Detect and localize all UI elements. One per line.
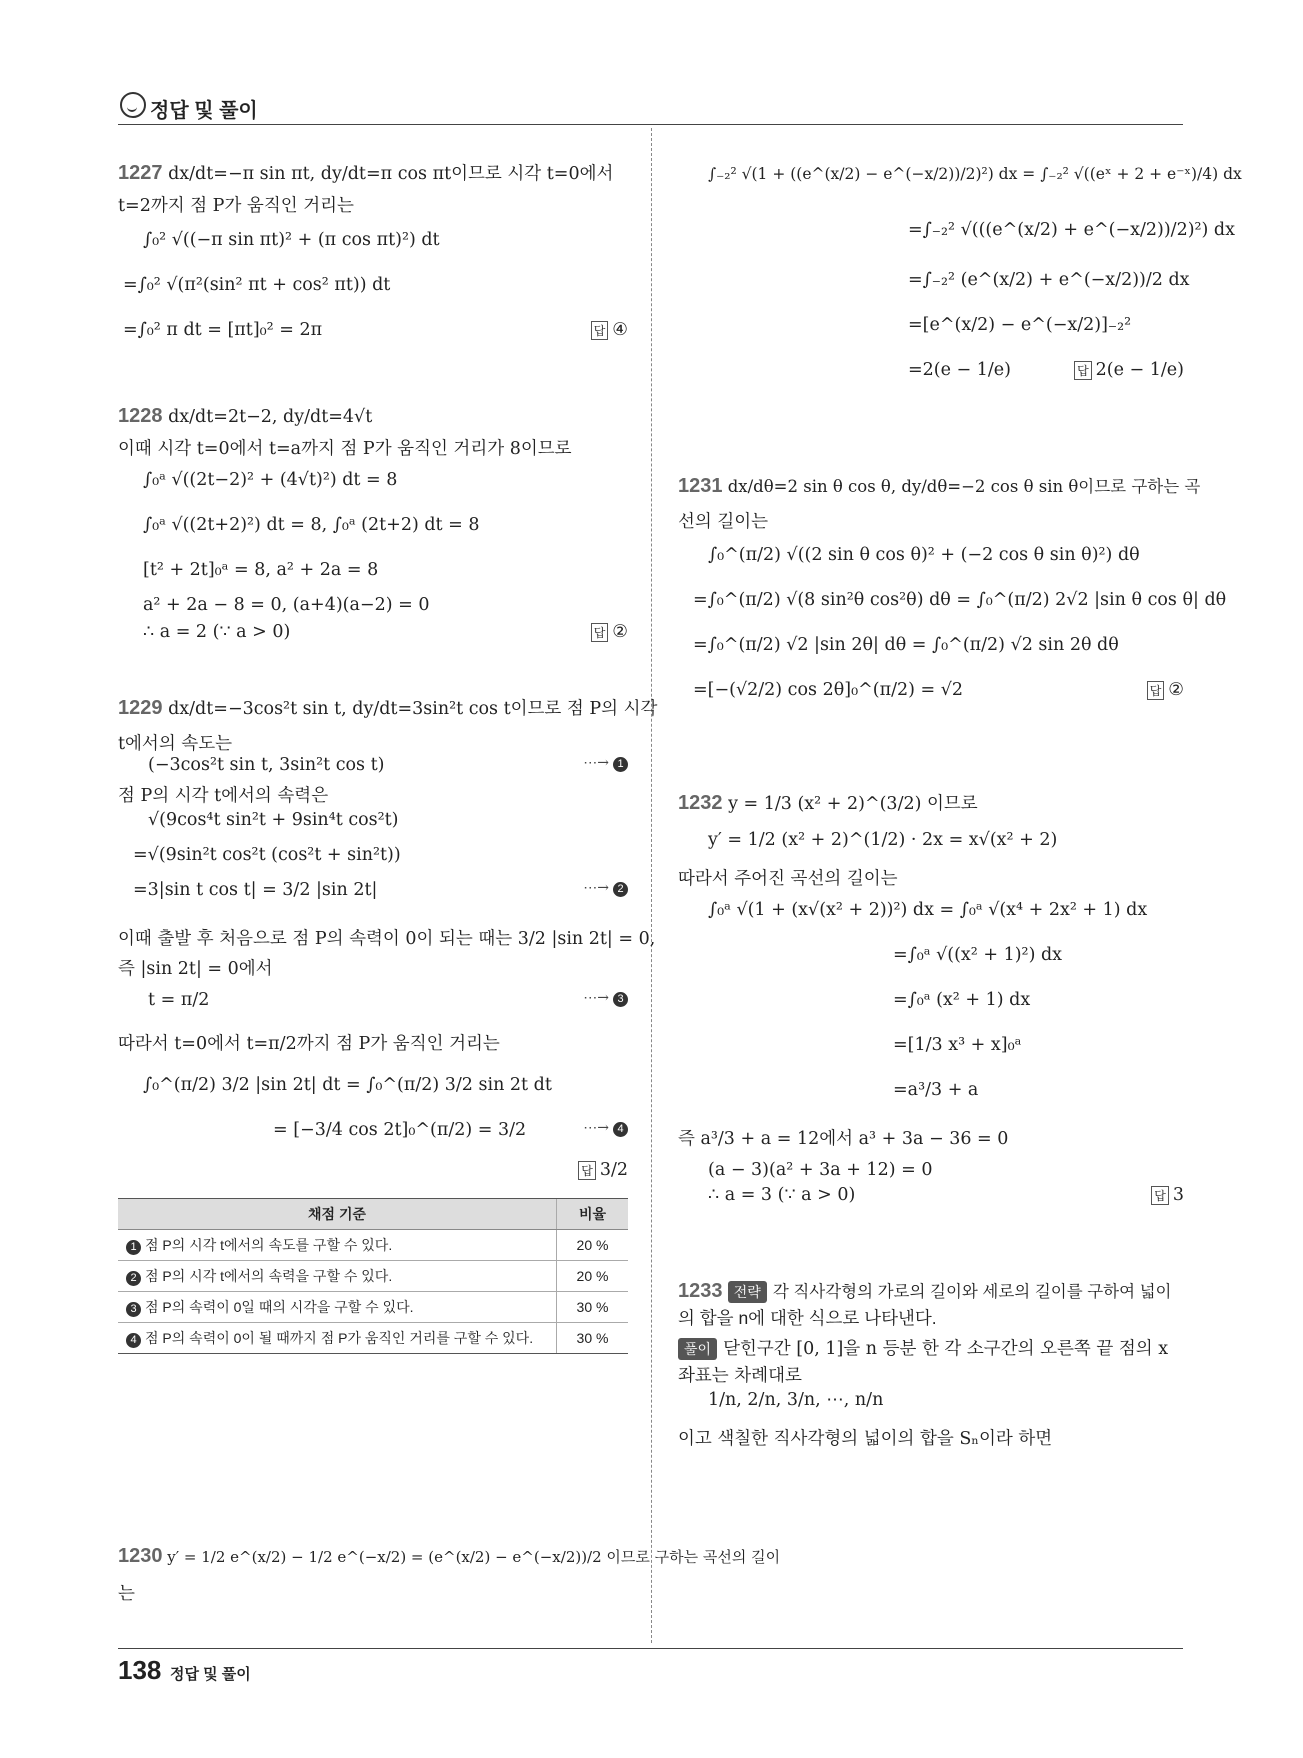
- table-row: [118, 1292, 628, 1323]
- solution-line: ∫₀ᵃ √((2t−2)² + (4√t)²) dt = 8: [143, 470, 398, 490]
- step-number: 4: [126, 1333, 141, 1348]
- solution-line: 좌표는 차례대로: [678, 1366, 802, 1386]
- step-number: 3: [126, 1302, 141, 1317]
- solution-line: =∫₋₂² √(((e^(x/2) + e^(−x/2))/2)²) dx: [908, 220, 1236, 240]
- problem-number: 1233: [678, 1280, 723, 1302]
- solution-line: a² + 2a − 8 = 0, (a+4)(a−2) = 0: [143, 595, 430, 615]
- answer-icon: 답: [1151, 1186, 1169, 1205]
- answer-value: 3/2: [599, 1160, 628, 1180]
- solution-line: 즉 a³/3 + a = 12에서 a³ + 3a − 36 = 0: [678, 1129, 1009, 1149]
- page-number: 138: [118, 1655, 162, 1685]
- strategy-tag: 전략: [728, 1281, 767, 1303]
- solution-line: =∫₀² √(π²(sin² πt + cos² πt)) dt: [123, 275, 391, 295]
- solution-line: = [−3/4 cos 2t]₀^(π/2) = 3/2: [273, 1120, 527, 1140]
- solution-line: dx/dt=−3cos²t sin t, dy/dt=3sin²t cos t이므로 점 P의 시각: [168, 699, 658, 719]
- solution-line: y′ = 1/2 (x² + 2)^(1/2) · 2x = x√(x² + 2): [708, 830, 1058, 850]
- answer-mark: [1151, 1185, 1184, 1205]
- solution-line: =∫₀² π dt = [πt]₀² = 2π: [123, 320, 323, 340]
- answer-icon: 답: [1147, 681, 1165, 700]
- column-header: 비율: [557, 1199, 629, 1230]
- solution-line: [t² + 2t]₀ᵃ = 8, a² + 2a = 8: [143, 560, 379, 580]
- criterion-text: 점 P의 속력이 0일 때의 시각을 구할 수 있다.: [145, 1299, 414, 1315]
- page-header: [118, 88, 1183, 125]
- answer-mark: [591, 320, 628, 340]
- solution-line: =2(e − 1/e): [908, 360, 1011, 380]
- step-number: 1: [126, 1240, 141, 1255]
- solution-line: ∫₋₂² √(1 + ((e^(x/2) − e^(−x/2))/2)²) dx = ∫₋₂² √((eˣ + 2 + e⁻ˣ)/4) dx: [708, 165, 1242, 183]
- solution-tag: 풀이: [678, 1338, 717, 1360]
- step-marker: ⋯→ 1: [583, 755, 628, 772]
- step-number: 2: [126, 1271, 141, 1286]
- solution-line: =∫₀^(π/2) √2 |sin 2θ| dθ = ∫₀^(π/2) √2 sin 2θ dθ: [693, 635, 1119, 655]
- answer-icon: 답: [1074, 361, 1092, 380]
- smiley-logo-icon: [120, 92, 146, 118]
- header-title: 정답 및 풀이: [150, 100, 258, 122]
- solution-line: =[1/3 x³ + x]₀ᵃ: [893, 1035, 1022, 1055]
- solution-line: ∫₀² √((−π sin πt)² + (π cos πt)²) dt: [143, 230, 440, 250]
- solution-line: t=2까지 점 P가 움직인 거리는: [118, 196, 354, 216]
- criterion-cell: [118, 1323, 557, 1354]
- problem-number: 1227: [118, 162, 163, 184]
- answer-mark: [578, 1160, 628, 1180]
- solution-line: 선의 길이는: [678, 512, 769, 532]
- column-divider: [651, 128, 652, 1643]
- solution-line: 이고 색칠한 직사각형의 넓이의 합을 Sₙ이라 하면: [678, 1429, 1053, 1449]
- page-footer: [118, 1648, 1183, 1685]
- problem-number: 1228: [118, 405, 163, 427]
- step-marker: ⋯→ 2: [583, 880, 628, 897]
- solution-line: 점 P의 시각 t에서의 속력은: [118, 786, 329, 806]
- step-number: 3: [613, 992, 628, 1007]
- solution-line: =[e^(x/2) − e^(−x/2)]₋₂²: [908, 315, 1132, 335]
- step-marker: ⋯→ 4: [583, 1120, 628, 1137]
- step-number: 2: [613, 882, 628, 897]
- answer-value: 2(e − 1/e): [1095, 360, 1184, 380]
- step-number: 1: [613, 757, 628, 772]
- answer-value: ④: [612, 320, 628, 340]
- column-header: 채점 기준: [118, 1199, 557, 1230]
- solution-line: =∫₀ᵃ (x² + 1) dx: [893, 990, 1031, 1010]
- table-row: [118, 1230, 628, 1261]
- solution-line: y′ = 1/2 e^(x/2) − 1/2 e^(−x/2) = (e^(x/2) − e^(−x/2))/2 이므로 구하는 곡선의 길이: [167, 1548, 781, 1566]
- solution-line: ∴ a = 2 (∵ a > 0): [143, 622, 291, 642]
- answer-icon: 답: [578, 1161, 596, 1180]
- solution-line: 는: [118, 1584, 135, 1604]
- solution-line: 따라서 주어진 곡선의 길이는: [678, 869, 898, 889]
- solution-line: 이때 출발 후 처음으로 점 P의 속력이 0이 되는 때는 3/2 |sin 2t| = 0,: [118, 929, 656, 949]
- criterion-text: 점 P의 시각 t에서의 속력을 구할 수 있다.: [145, 1268, 393, 1284]
- criterion-cell: [118, 1292, 557, 1323]
- solution-line: =a³/3 + a: [893, 1080, 979, 1100]
- grading-table: [118, 1198, 628, 1354]
- ratio-cell: 20 %: [557, 1261, 629, 1292]
- solution-line: ∫₀^(π/2) 3/2 |sin 2t| dt = ∫₀^(π/2) 3/2 sin 2t dt: [143, 1075, 552, 1095]
- step-number: 4: [613, 1122, 628, 1137]
- footer-label: 정답 및 풀이: [170, 1666, 251, 1683]
- answer-value: ②: [1168, 680, 1184, 700]
- solution-line: =∫₋₂² (e^(x/2) + e^(−x/2))/2 dx: [908, 270, 1190, 290]
- solution-line: 즉 |sin 2t| = 0에서: [118, 959, 273, 979]
- solution-line: t = π/2: [148, 990, 210, 1010]
- solution-line: =∫₀ᵃ √((x² + 1)²) dx: [893, 945, 1063, 965]
- ratio-cell: 20 %: [557, 1230, 629, 1261]
- criterion-text: 점 P의 시각 t에서의 속도를 구할 수 있다.: [145, 1237, 393, 1253]
- solution-line: 이때 시각 t=0에서 t=a까지 점 P가 움직인 거리가 8이므로: [118, 439, 572, 459]
- answer-icon: 답: [591, 321, 609, 340]
- criterion-cell: [118, 1230, 557, 1261]
- solution-line: dx/dt=2t−2, dy/dt=4√t: [168, 407, 373, 427]
- solution-line: dx/dθ=2 sin θ cos θ, dy/dθ=−2 cos θ sin θ이므로 구하는 곡: [727, 477, 1201, 496]
- solution-line: 닫힌구간 [0, 1]을 n 등분 한 각 소구간의 오른쪽 끝 점의 x: [723, 1339, 1169, 1359]
- criterion-cell: [118, 1261, 557, 1292]
- answer-icon: 답: [591, 623, 609, 642]
- solution-line: (a − 3)(a² + 3a + 12) = 0: [708, 1160, 933, 1180]
- solution-line: 의 합을 n에 대한 식으로 나타낸다.: [678, 1308, 937, 1328]
- solution-line: =√(9sin²t cos²t (cos²t + sin²t)): [133, 845, 401, 865]
- solution-line: 각 직사각형의 가로의 길이와 세로의 길이를 구하여 넓이: [772, 1283, 1172, 1301]
- solution-line: =[−(√2/2) cos 2θ]₀^(π/2) = √2: [693, 680, 964, 700]
- table-row: [118, 1261, 628, 1292]
- problem-number: 1231: [678, 475, 723, 497]
- solution-line: =∫₀^(π/2) √(8 sin²θ cos²θ) dθ = ∫₀^(π/2) 2√2 |sin θ cos θ| dθ: [693, 590, 1227, 610]
- solution-line: t에서의 속도는: [118, 734, 233, 754]
- solution-line: 1/n, 2/n, 3/n, ⋯, n/n: [708, 1390, 884, 1410]
- problem-number: 1232: [678, 792, 723, 814]
- ratio-cell: 30 %: [557, 1323, 629, 1354]
- solution-line: √(9cos⁴t sin²t + 9sin⁴t cos²t): [148, 810, 399, 830]
- ratio-cell: 30 %: [557, 1292, 629, 1323]
- answer-value: 3: [1172, 1185, 1184, 1205]
- solution-line: y = 1/3 (x² + 2)^(3/2) 이므로: [728, 794, 978, 814]
- solution-line: =3|sin t cos t| = 3/2 |sin 2t|: [133, 880, 378, 900]
- solution-line: (−3cos²t sin t, 3sin²t cos t): [148, 755, 385, 775]
- answer-mark: [1074, 360, 1184, 380]
- answer-mark: [591, 622, 628, 642]
- problem-number: 1229: [118, 697, 163, 719]
- answer-value: ②: [612, 622, 628, 642]
- table-row: [118, 1323, 628, 1354]
- answer-mark: [1147, 680, 1184, 700]
- solution-line: ∫₀^(π/2) √((2 sin θ cos θ)² + (−2 cos θ sin θ)²) dθ: [708, 545, 1140, 565]
- solution-line: ∴ a = 3 (∵ a > 0): [708, 1185, 856, 1205]
- step-marker: ⋯→ 3: [583, 990, 628, 1007]
- table-header-row: [118, 1199, 628, 1230]
- problem-number: 1230: [118, 1545, 163, 1567]
- solution-line: 따라서 t=0에서 t=π/2까지 점 P가 움직인 거리는: [118, 1034, 500, 1054]
- solution-line: ∫₀ᵃ √(1 + (x√(x² + 2))²) dx = ∫₀ᵃ √(x⁴ + 2x² + 1) dx: [708, 900, 1148, 920]
- criterion-text: 점 P의 속력이 0이 될 때까지 점 P가 움직인 거리를 구할 수 있다.: [145, 1330, 534, 1346]
- solution-line: ∫₀ᵃ √((2t+2)²) dt = 8, ∫₀ᵃ (2t+2) dt = 8: [143, 515, 480, 535]
- solution-line: dx/dt=−π sin πt, dy/dt=π cos πt이므로 시각 t=0에서: [168, 164, 614, 184]
